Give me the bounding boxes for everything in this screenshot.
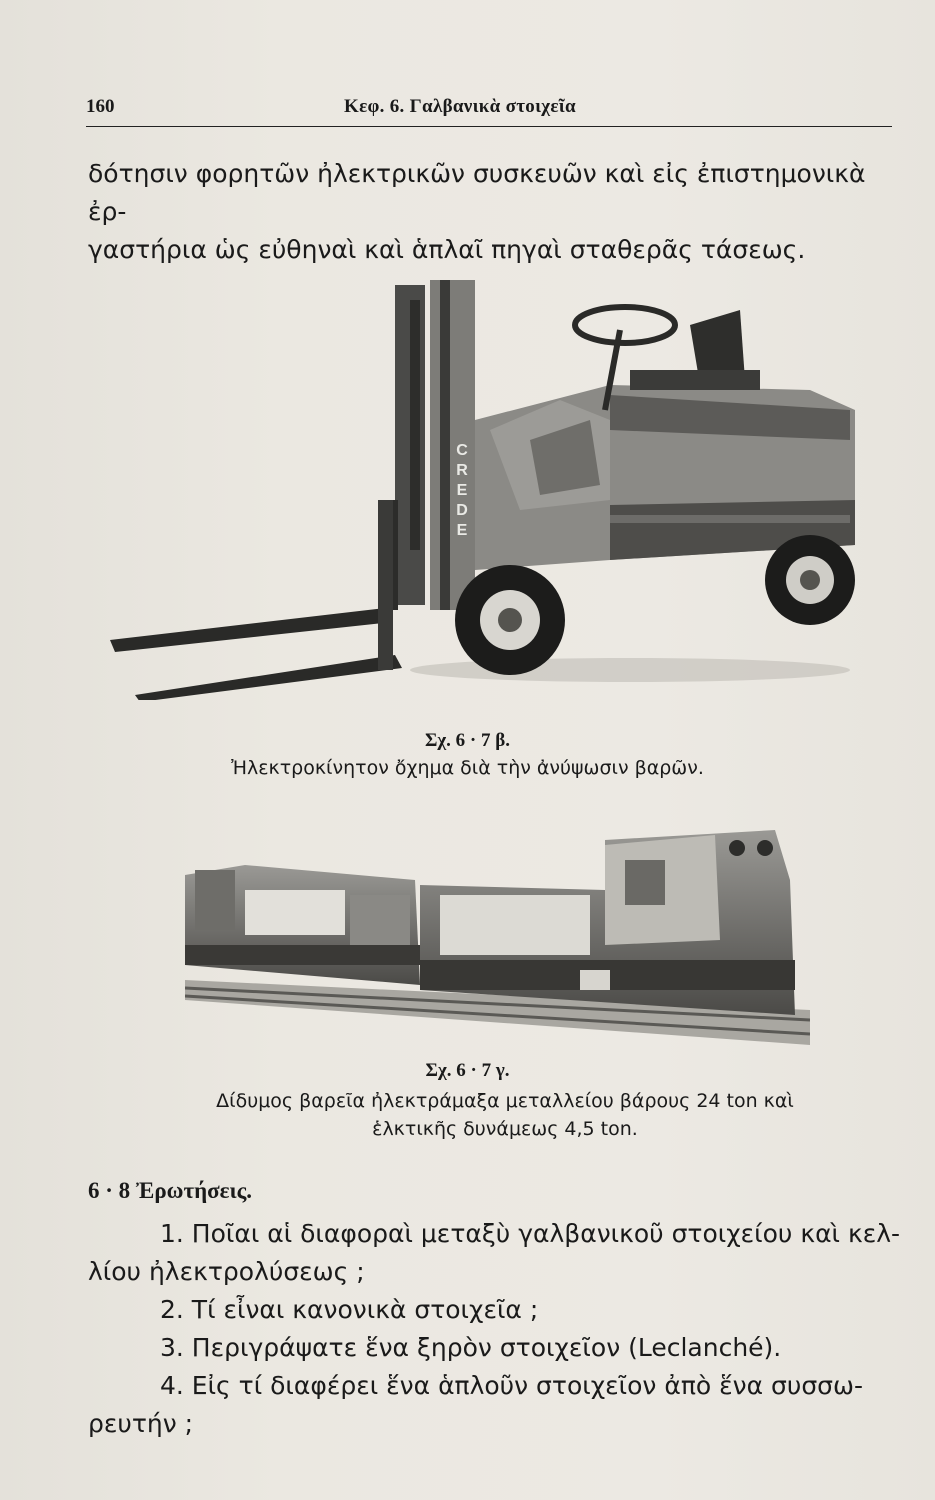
- question-item: 2. Τί εἶναι κανονικὰ στοιχεῖα ;: [160, 1295, 539, 1324]
- paragraph-line: δότησιν φορητῶν ἠλεκτρικῶν συσκευῶν καὶ εἰς ἐπιστημονικὰ ἐρ-: [88, 159, 866, 226]
- mast-lettering: R: [456, 462, 468, 479]
- body-paragraph: [88, 155, 898, 269]
- locomotive-photo: [185, 820, 810, 1045]
- figure-caption: Ἠλεκτροκίνητον ὄχημα διὰ τὴν ἀνύψωσιν βαρῶν.: [231, 757, 704, 779]
- figure-label: Σχ. 6 · 7 γ.: [425, 1060, 510, 1081]
- question-item: 3. Περιγράψατε ἕνα ξηρὸν στοιχεῖον (Leclanché).: [160, 1333, 782, 1362]
- question-item: 4. Εἰς τί διαφέρει ἕνα ἁπλοῦν στοιχεῖον ἀπὸ ἕνα συσσω-: [160, 1371, 863, 1400]
- question-item: 1. Ποῖαι αἱ διαφοραὶ μεταξὺ γαλβανικοῦ στοιχείου καὶ κελ-: [160, 1219, 901, 1248]
- mast-lettering: E: [456, 482, 468, 499]
- mast-lettering: E: [456, 522, 468, 539]
- running-header: [86, 96, 892, 127]
- caption-line: Δίδυμος βαρεῖα ἠλεκτράμαξα μεταλλείου βάρους 24 ton καὶ: [216, 1090, 794, 1112]
- figure-label: Σχ. 6 · 7 β.: [424, 730, 511, 751]
- chapter-title: Κεφ. 6. Γαλβανικὰ στοιχεῖα: [344, 96, 576, 117]
- mast-lettering: D: [456, 502, 468, 519]
- paragraph-line: γαστήρια ὡς εὐθηναὶ καὶ ἁπλαῖ πηγαὶ σταθερᾶς τάσεως.: [88, 235, 806, 264]
- caption-line: ἑλκτικῆς δυνάμεως 4,5 ton.: [372, 1118, 638, 1140]
- questions-list: [88, 1215, 903, 1443]
- page-number: 160: [86, 96, 115, 117]
- forklift-photo: [110, 270, 870, 700]
- question-continuation: ρευτήν ;: [88, 1409, 194, 1438]
- mast-lettering: C: [456, 442, 468, 459]
- figure-caption: [180, 1087, 830, 1143]
- section-heading: 6 · 8 Ἐρωτήσεις.: [88, 1178, 253, 1203]
- question-continuation: λίου ἠλεκτρολύσεως ;: [88, 1257, 365, 1286]
